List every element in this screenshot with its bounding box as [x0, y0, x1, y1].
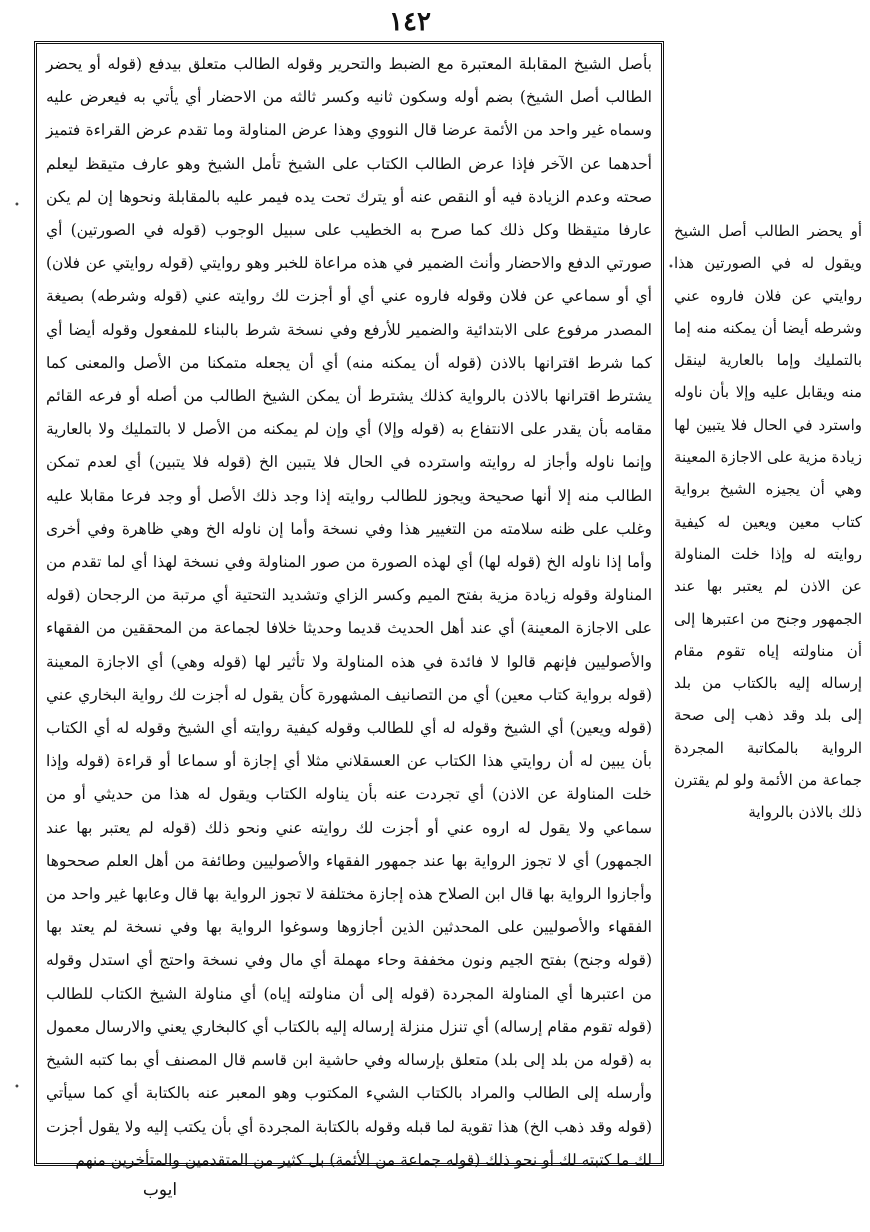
- margin-matn-text: [674, 215, 862, 822]
- main-commentary-text: [42, 48, 656, 1169]
- page-number: ١٤٢: [389, 7, 431, 37]
- margin-tick-mark: •: [14, 200, 20, 211]
- margin-tick-mark: •: [668, 262, 674, 273]
- catchword: ايوب: [142, 1180, 178, 1200]
- margin-paragraph: أو يحضر الطالب أصل الشيخ ويقول له في الصورتين هذا روايتي عن فلان فاروه عني وشرطه أيضا أن يمكنه منه إما بالتمليك وإما بالعارية لينقل منه ويقابل عليه وإلا بأن ناوله واسترد في الحال فلا يتبين لها زيادة مزية على الاجازة المعينة وهي أن يجيزه الشيخ برواية كتاب معين ويعين له كيفية روايته له وإذا خلت المناولة عن الاذن لم يعتبر بها عند الجمهور وجنح من اعتبرها إلى أن مناولته إياه تقوم مقام إرساله إليه بالكتاب من بلد إلى بلد وقد ذهب إلى صحة الرواية بالمكاتبة المجردة جماعة من الأئمة ولو لم يقترن ذلك بالاذن بالرواية: [674, 222, 862, 822]
- margin-tick-mark: •: [14, 1082, 20, 1093]
- main-paragraph: بأصل الشيخ المقابلة المعتبرة مع الضبط والتحرير وقوله الطالب متعلق بيدفع (قوله أو يحضر الطالب أصل الشيخ) بضم أوله وسكون ثانيه وكسر ثالثه من الاحضار أي يأتي به فيعرض عليه وسماه غير واحد من الأئمة عرضا قال النووي وهذا عرض المناولة وما تقدم عرض القراءة فتميز أحدهما عن الآخر فإذا عرض الطالب الكتاب على الشيخ تأمل الشيخ وهو عارف متيقظ ليعلم صحته وعدم الزيادة فيه أو النقص عنه أو يترك تحت يده فيمر عليه بالمقابلة ونحوها إن لم يكن عارفا متيقظا وكل ذلك كما صرح به الخطيب على سبيل الوجوب (قوله في الصورتين) أي صورتي الدفع والاحضار وأنث الضمير في هذه مراعاة للخبر وهو روايتي (قوله روايتي عن فلان) أي أو سماعي عن فلان وقوله فاروه عني أي أو أجزت لك روايته عني (قوله وشرطه) بصيغة المصدر مرفوع على الابتدائية والضمير للأرفع وفي نسخة شرط بالبناء للمفعول وقوله أيضا أي كما شرط اقترانها بالاذن (قوله أن يمكنه منه) أي أن يجعله متمكنا من الأصل والمعنى كما يشترط اقترانها بالاذن بالرواية كذلك يشترط أن يمكن الشيخ الطالب من أصله أو فرعه القائم مقامه بأن يقدر على الانتفاع به (قوله وإلا) أي وإن لم يمكنه من الأصل لا بالتمليك ولا بالعارية وإنما ناوله وأجاز له روايته واسترده في الحال فلا يتبين الخ (قوله فلا يتبين) أي لعدم تمكن الطالب منه إلا أنها صحيحة ويجوز للطالب روايته إذا وجد ذلك الأصل أو وجد فرعا مقابلا عليه وغلب على ظنه سلامته من التغيير هذا وفي نسخة وأما إن ناوله الخ وهي ظاهرة وفي أخرى وأما إذا ناوله الخ (قوله لها) أي لهذه الصورة من صور المناولة وفي نسخة لهذا أي لما تقدم من المناولة وقوله زيادة مزية بفتح الميم وكسر الزاي وتشديد التحتية أي مرتبة من الرجحان (قوله على الاجازة المعينة) أي عند أهل الحديث قديما وحديثا خلافا لجماعة من المحققين من الفقهاء والأصوليين فإنهم قالوا لا فائدة في هذه المناولة ولا تأثير لها (قوله وهي) أي الاجازة المعينة (قوله برواية كتاب معين) أي من التصانيف المشهورة كأن يقول له أجزت لك رواية البخاري عني (قوله ويعين) أي الشيخ وقوله له أي للطالب وقوله كيفية روايته أي الشيخ وقوله له أي الكتاب بأن يبين له أن روايتي هذا الكتاب عن العسقلاني مثلا أي إجازة أو سماعا أو قراءة (قوله وإذا خلت المناولة عن الاذن) أي تجردت عنه بأن يناوله الكتاب ويقول له هذا من حديثي أو من سماعي ولا يقول له اروه عني أو أجزت لك روايته عني ونحو ذلك (قوله لم يعتبر بها عند الجمهور) أي لا تجوز الرواية بها عند جمهور الفقهاء والأصوليين وطائفة من أهل العلم صححوها وأجازوا الرواية بها قال ابن الصلاح هذه إجازة مختلفة لا تجوز الرواية بها قال وعابها غير واحد من الفقهاء والأصوليين على المحدثين الذين أجازوها وسوغوا الرواية بها وفي نسخة لم يعتد بها (قوله وجنح) بفتح الجيم ونون مخففة وحاء مهملة أي مال وفي نسخة واحتج أي استدل وقوله من اعتبرها أي المناولة المجردة (قوله إلى أن مناولته إياه) أي مناولة الشيخ الكتاب للطالب (قوله تقوم مقام إرساله) أي تنزل منزلة إرساله إليه بالكتاب أي كالبخاري يعني والارسال معمول به (قوله من بلد إلى بلد) متعلق بإرساله وفي حاشية ابن قاسم قال المصنف أي بما كتبه الشيخ وأرسله إلى الطالب والمراد بالكتاب الشيء المكتوب وهو المعبر عنه بالكتابة أي كما سيأتي (قوله وقد ذهب الخ) هذا تقوية لما قبله وقوله بالكتابة المجردة أي بأن يكتب إليه ولا يقول أجزت لك ما كتبته لك أو نحو ذلك (قوله جماعة من الأئمة) بل كثير من المتقدمين والمتأخرين منهم: [46, 55, 652, 1169]
